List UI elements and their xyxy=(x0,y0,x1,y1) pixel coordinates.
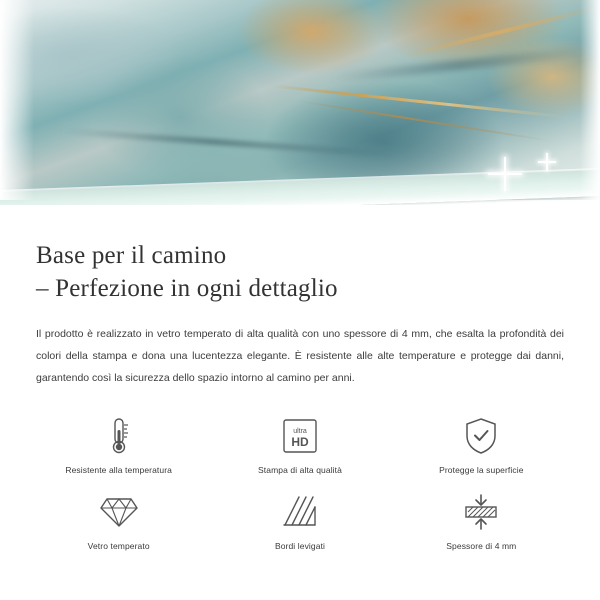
feature-item-tempered-glass xyxy=(28,491,209,567)
svg-text:ultra: ultra xyxy=(293,428,307,435)
feature-item-temperature-resistant xyxy=(28,415,209,491)
feature-item-polished-edges xyxy=(209,491,390,567)
diamond-icon xyxy=(99,491,139,533)
svg-text:HD: HD xyxy=(291,435,309,449)
feature-label: Resistente alla temperatura xyxy=(65,465,172,475)
sparkle-icon xyxy=(538,153,556,171)
page-title-line-1: Base per il camino xyxy=(36,242,227,269)
feature-item-print-quality xyxy=(209,415,390,491)
page-title-line-2: – Perfezione in ogni dettaglio xyxy=(36,275,338,302)
feature-label: Protegge la superficie xyxy=(439,465,524,475)
feature-label: Spessore di 4 mm xyxy=(446,541,517,551)
image-fade-right xyxy=(580,0,600,200)
feature-item-surface-protection xyxy=(391,415,572,491)
product-description: Il prodotto è realizzato in vetro temperato di alta qualità con uno spessore di 4 mm, che esalta la profondità dei colori della stampa e dona una lucentezza elegante. È resistente alle alte temperature e protegge dai danni, garantendo così la sicurezza dello spazio intorno al camino per anni. xyxy=(36,328,564,384)
image-fade-left xyxy=(0,0,34,200)
thickness-icon xyxy=(461,491,501,533)
page-title xyxy=(36,239,600,305)
feature-label: Bordi levigati xyxy=(274,541,326,551)
hero-image xyxy=(0,0,600,215)
ultra-hd-icon xyxy=(281,415,319,457)
shield-check-icon xyxy=(463,415,499,457)
marble-art-surface xyxy=(0,0,600,200)
feature-label: Vetro temperato xyxy=(87,541,150,551)
thermometer-icon xyxy=(106,415,132,457)
feature-grid xyxy=(0,415,600,567)
feature-item-thickness xyxy=(391,491,572,567)
image-fade-bottom xyxy=(0,205,600,215)
feature-label: Stampa di alta qualità xyxy=(258,465,342,475)
polished-edges-icon xyxy=(281,491,319,533)
